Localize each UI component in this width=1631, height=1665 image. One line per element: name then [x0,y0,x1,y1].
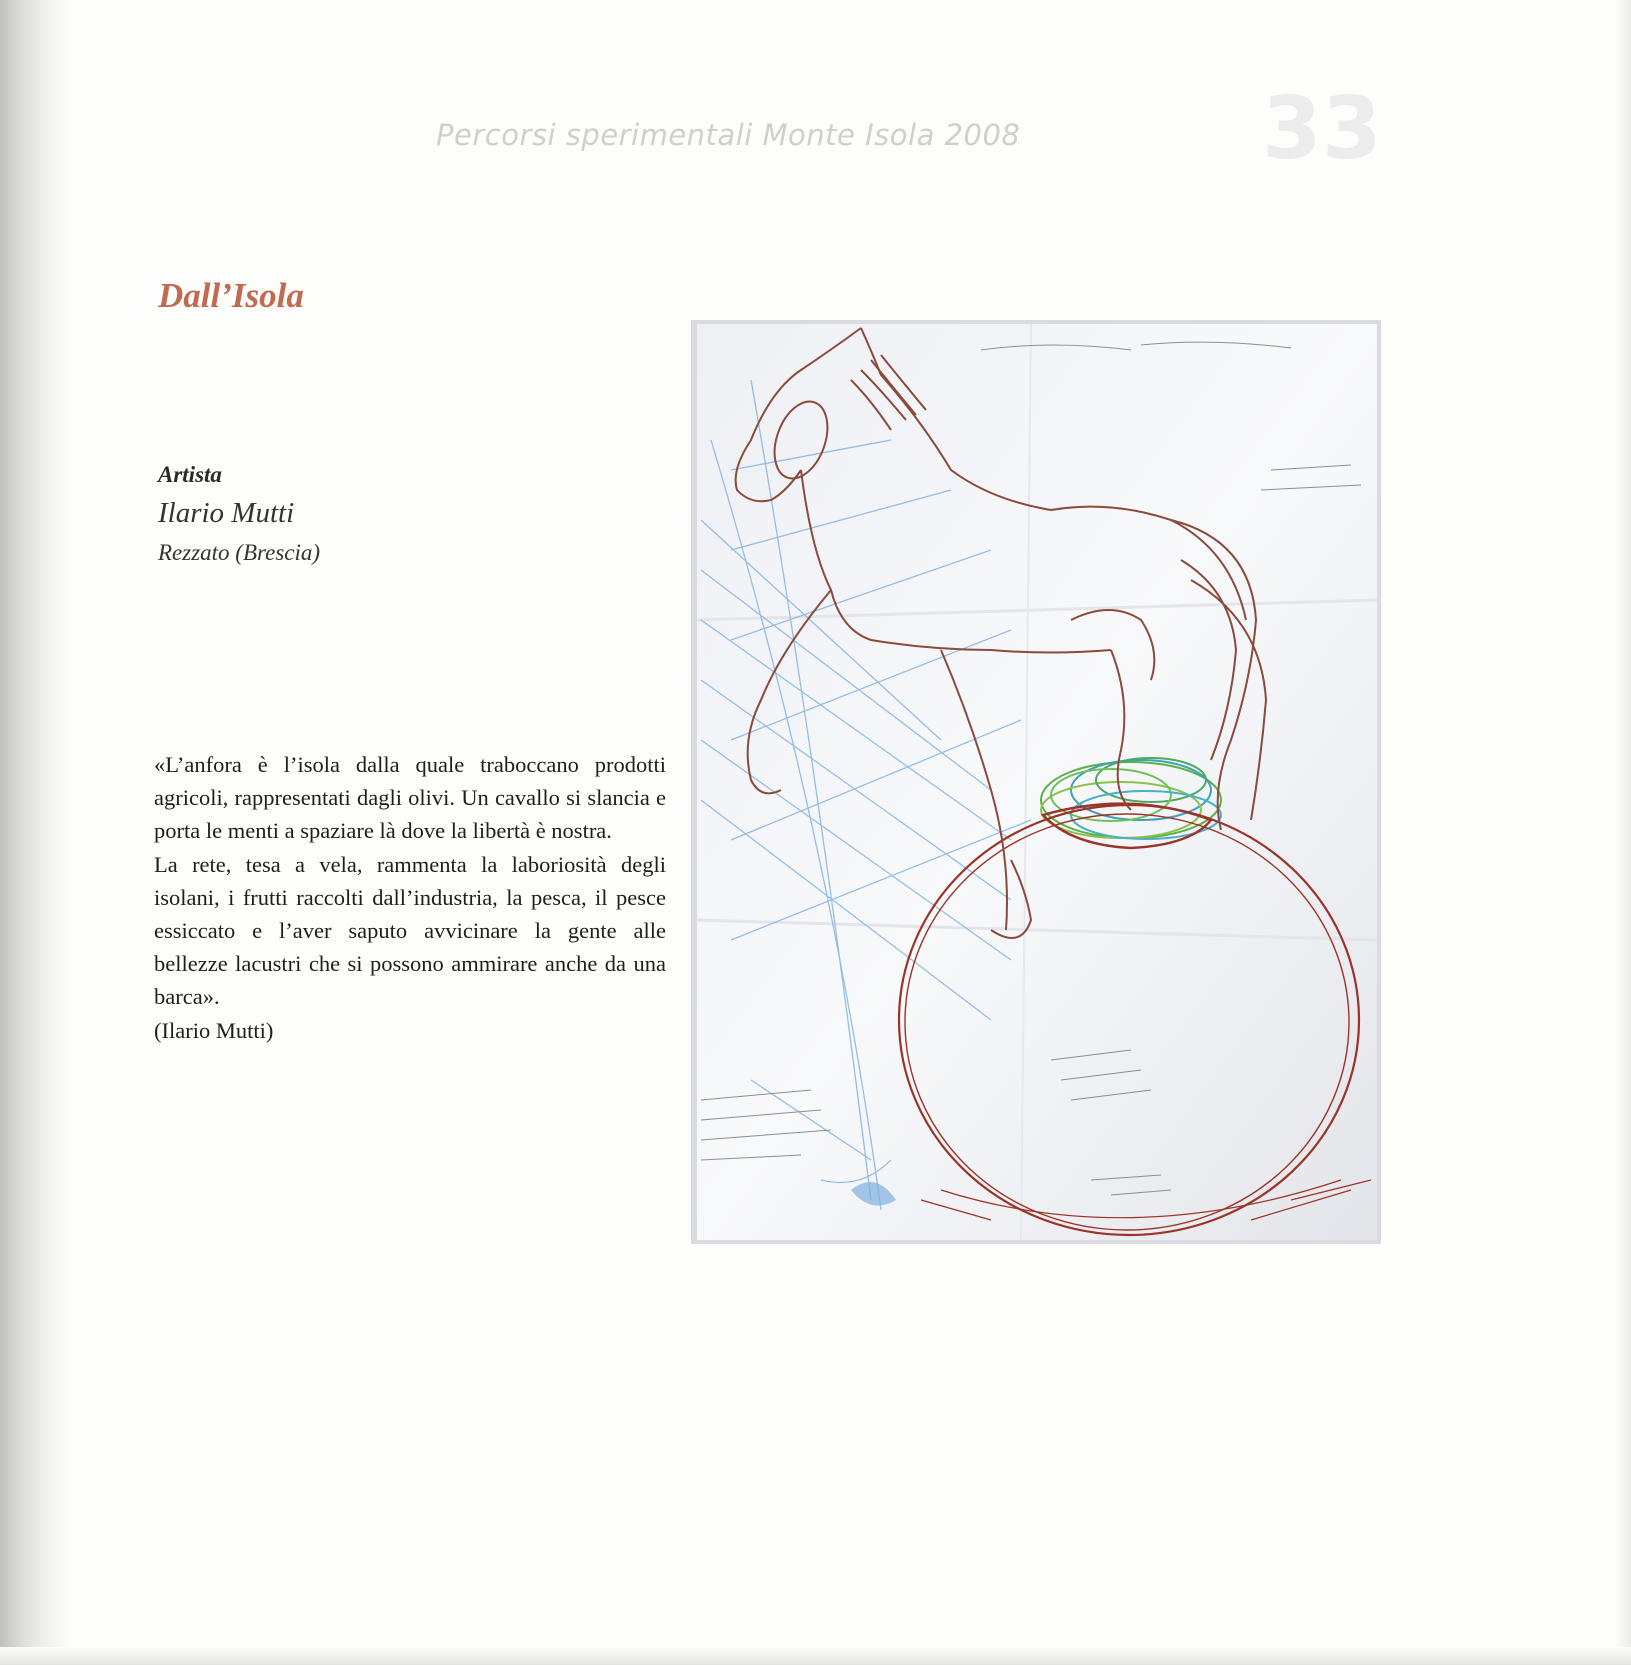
description-paragraph: «L’anfora è l’isola dalla quale traboccano prodotti agricoli, rappresentati dagli olivi. Un cavallo si slancia e porta le menti a spaziare là dove la libertà è nostra. [154,752,666,844]
description-paragraph: La rete, tesa a vela, rammenta la laboriosità degli isolani, i frutti raccolti dall’industria, la pesca, il pesce essiccato e l’aver saputo avvicinare la gente alle bellezze lacustri che si possono ammirare anche da una barca». [154,851,666,1010]
article-title: Dall’Isola [158,276,304,315]
artwork-description [154,748,666,1047]
page-number: 33 [1262,79,1382,179]
book-spine-shadow [0,0,70,1665]
page-right-edge [1615,0,1631,1665]
sketch-paper [697,324,1377,1240]
artist-name: Ilario Mutti [158,497,295,529]
sketch-image [691,320,1381,1244]
page-bottom-edge [0,1647,1631,1665]
description-attribution: (Ilario Mutti) [154,1017,274,1043]
running-title: Percorsi sperimentali Monte Isola 2008 [436,118,1021,152]
horse-amphora-sketch [691,320,1381,1244]
artist-city: Rezzato (Brescia) [158,540,321,565]
artist-label: Artista [158,462,222,487]
